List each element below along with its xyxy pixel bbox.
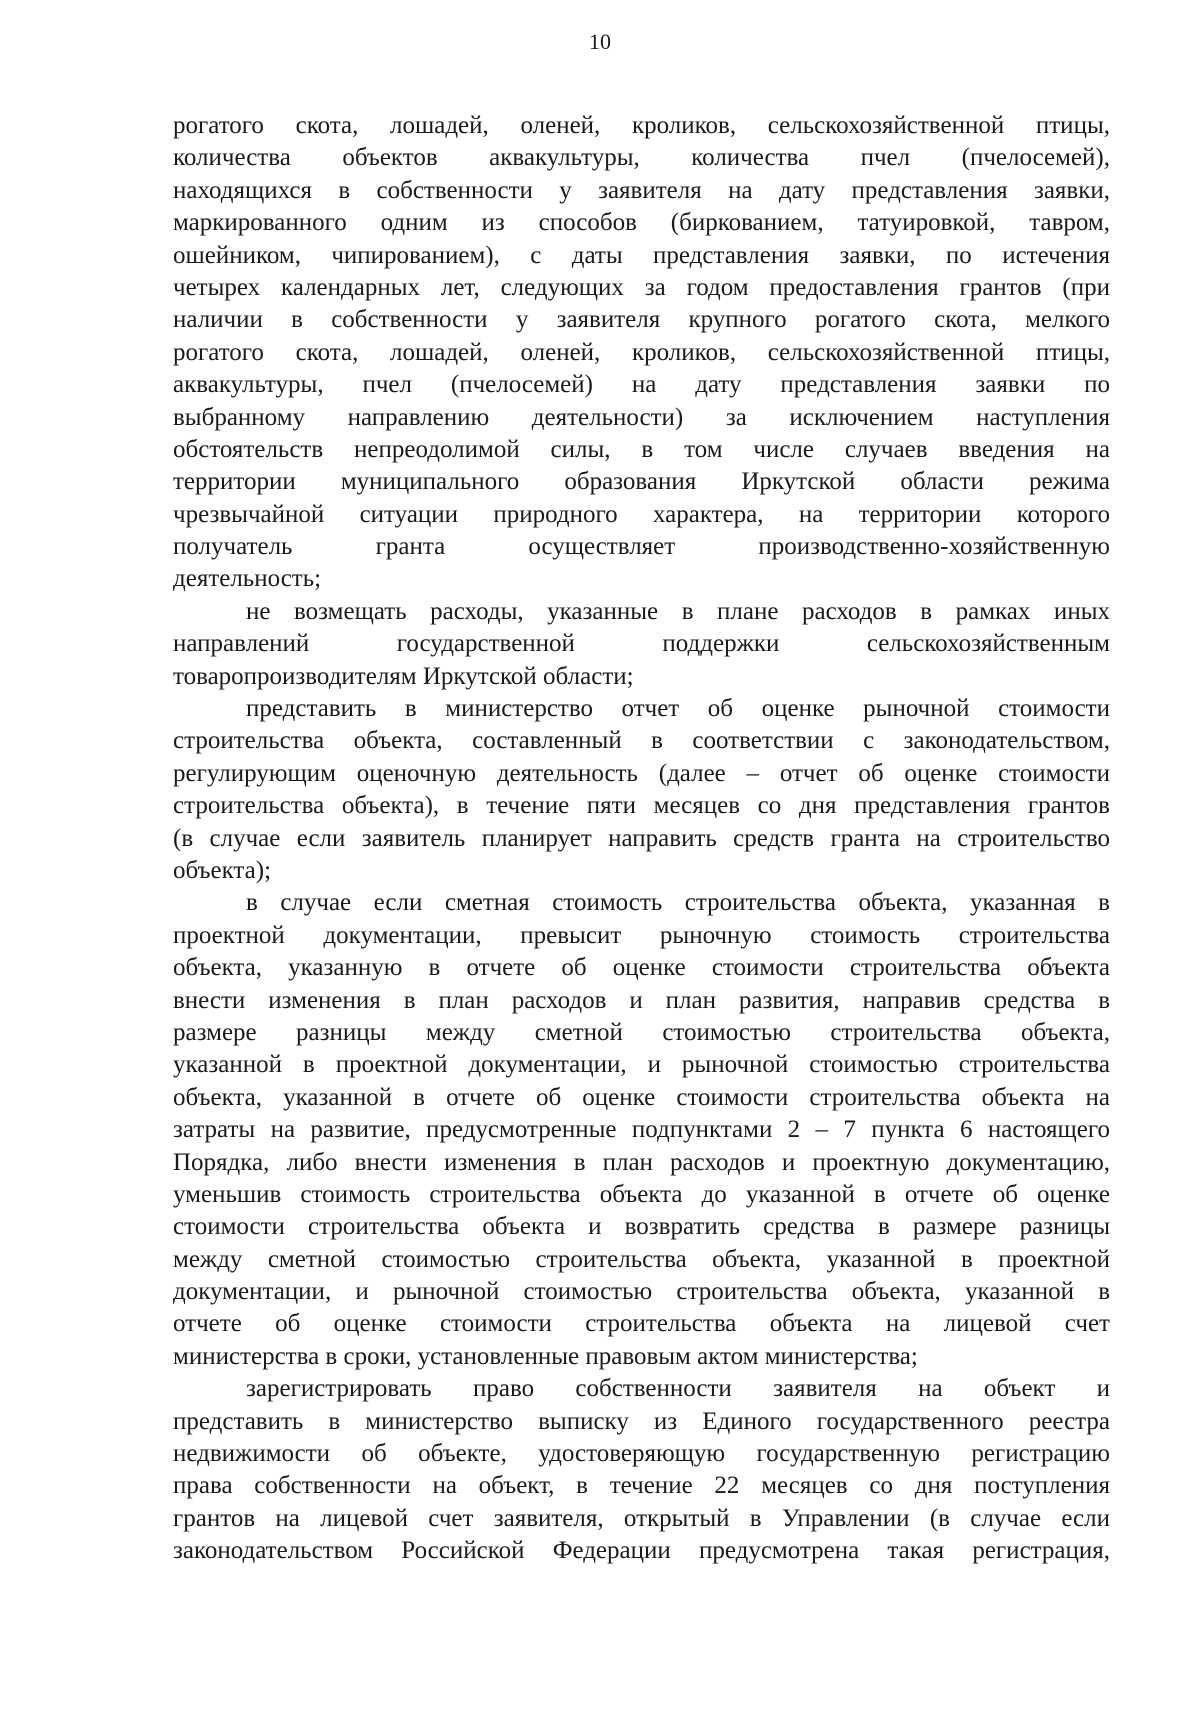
text-line: находящихся в собственности у заявителя на дату представления заявки, <box>173 176 1110 204</box>
text-line: объекта, указанную в отчете об оценке стоимости строительства объекта <box>173 954 1110 982</box>
text-line: грантов на лицевой счет заявителя, открытый в Управлении (в случае если <box>173 1504 1110 1532</box>
text-line: аквакультуры, пчел (пчелосемей) на дату представления заявки по <box>173 371 1110 399</box>
document-body <box>173 110 1110 1568</box>
text-line: между сметной стоимостью строительства объекта, указанной в проектной <box>173 1245 1110 1273</box>
text-line: проектной документации, превысит рыночную стоимость строительства <box>173 921 1110 949</box>
text-line: представить в министерство отчет об оценке рыночной стоимости <box>246 695 1110 723</box>
text-line: количества объектов аквакультуры, количества пчел (пчелосемей), <box>173 144 1110 172</box>
text-line: уменьшив стоимость строительства объекта до указанной в отчете об оценке <box>173 1180 1110 1208</box>
text-line: рогатого скота, лошадей, оленей, кроликов, сельскохозяйственной птицы, <box>173 338 1110 366</box>
text-line: внести изменения в план расходов и план развития, направив средства в <box>173 986 1110 1014</box>
text-line: наличии в собственности у заявителя крупного рогатого скота, мелкого <box>173 306 1110 334</box>
text-line: выбранному направлению деятельности) за исключением наступления <box>173 403 1110 431</box>
text-line: законодательством Российской Федерации предусмотрена такая регистрация, <box>173 1537 1110 1565</box>
text-line: указанной в проектной документации, и рыночной стоимостью строительства <box>173 1051 1110 1079</box>
text-line: недвижимости об объекте, удостоверяющую государственную регистрацию <box>173 1440 1110 1468</box>
text-line: четырех календарных лет, следующих за годом предоставления грантов (при <box>173 273 1110 301</box>
text-line: территории муниципального образования Иркутской области режима <box>173 468 1110 496</box>
text-line: строительства объекта), в течение пяти месяцев со дня представления грантов <box>173 792 1110 820</box>
text-line: получатель гранта осуществляет производственно-хозяйственную <box>173 533 1110 561</box>
text-line: рогатого скота, лошадей, оленей, кроликов, сельскохозяйственной птицы, <box>173 112 1110 139</box>
text-line: объекта); <box>173 856 272 884</box>
text-line: документации, и рыночной стоимостью строительства объекта, указанной в <box>173 1278 1110 1306</box>
text-line: в случае если сметная стоимость строительства объекта, указанная в <box>246 889 1110 917</box>
text-line: отчете об оценке стоимости строительства объекта на лицевой счет <box>173 1310 1110 1338</box>
text-line: представить в министерство выписку из Единого государственного реестра <box>173 1407 1110 1435</box>
text-line: регулирующим оценочную деятельность (далее – отчет об оценке стоимости <box>173 759 1110 787</box>
paragraph-property-registration <box>173 1373 1110 1567</box>
paragraph-valuation-report <box>173 693 1110 887</box>
text-line: маркированного одним из способов (биркованием, татуировкой, тавром, <box>173 209 1110 237</box>
text-line: министерства в сроки, установленные правовым актом министерства; <box>173 1342 918 1370</box>
text-line: чрезвычайной ситуации природного характера, на территории которого <box>173 500 1110 528</box>
text-line: строительства объекта, составленный в соответствии с законодательством, <box>173 727 1110 755</box>
text-line: обстоятельств непреодолимой силы, в том числе случаев введения на <box>173 435 1110 463</box>
text-line: затраты на развитие, предусмотренные подпунктами 2 – 7 пункта 6 настоящего <box>173 1116 1110 1144</box>
text-line: Порядка, либо внести изменения в план расходов и проектную документацию, <box>173 1148 1110 1176</box>
text-line: зарегистрировать право собственности заявителя на объект и <box>246 1375 1110 1403</box>
text-line: права собственности на объект, в течение 22 месяцев со дня поступления <box>173 1472 1110 1500</box>
text-line: стоимости строительства объекта и возвратить средства в размере разницы <box>173 1213 1110 1241</box>
text-line: объекта, указанной в отчете об оценке стоимости строительства объекта на <box>173 1083 1110 1111</box>
text-line: направлений государственной поддержки сельскохозяйственным <box>173 630 1110 658</box>
text-line: не возмещать расходы, указанные в плане расходов в рамках иных <box>246 597 1110 625</box>
page-number: 10 <box>589 29 611 54</box>
paragraph-livestock-retention <box>173 110 1110 596</box>
text-line: размере разницы между сметной стоимостью строительства объекта, <box>173 1018 1110 1046</box>
paragraph-no-double-compensation <box>173 596 1110 693</box>
paragraph-cost-difference <box>173 887 1110 1373</box>
text-line: (в случае если заявитель планирует направить средств гранта на строительство <box>173 824 1110 852</box>
text-line: ошейником, чипированием), с даты представления заявки, по истечения <box>173 241 1110 269</box>
text-line: товаропроизводителям Иркутской области; <box>173 662 634 690</box>
text-line: деятельность; <box>173 565 322 593</box>
